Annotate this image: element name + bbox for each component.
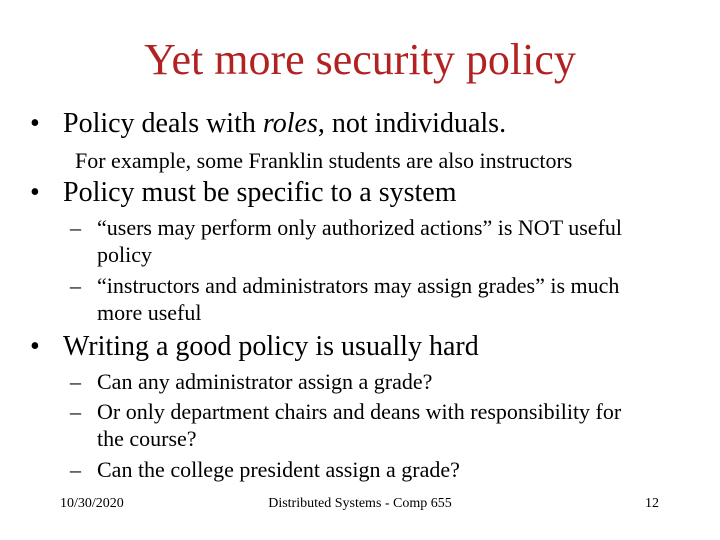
sub-bullet-2-1-line-2: policy xyxy=(97,242,152,267)
slide-title: Yet more security policy xyxy=(144,35,576,84)
sub-bullet-marker: – xyxy=(70,457,81,482)
bullet-marker-2: • xyxy=(30,177,40,208)
sub-bullet-marker: – xyxy=(70,399,81,424)
bullet-marker-3: • xyxy=(30,331,40,362)
sub-bullet-2-2-line-2: more useful xyxy=(97,300,202,325)
sub-bullet-3-2-line-2: the course? xyxy=(97,426,197,451)
sub-bullet-3-2-line-1: Or only department chairs and deans with responsibility for xyxy=(97,399,622,424)
sub-bullet-marker: – xyxy=(70,273,81,298)
bullet-marker-1: • xyxy=(30,108,40,139)
bullet-1-emphasis: roles xyxy=(262,108,318,139)
bullet-1-text-after: , not individuals. xyxy=(317,108,507,139)
sub-bullet-2-1-line-1: “users may perform only authorized actions” is NOT useful xyxy=(97,215,623,240)
bullet-1-text-before: Policy deals with xyxy=(63,108,263,139)
footer-date: 10/30/2020 xyxy=(60,496,124,511)
bullet-1-subtext: For example, some Franklin students are also instructors xyxy=(75,148,573,173)
sub-bullet-marker: – xyxy=(70,369,81,394)
footer-center: Distributed Systems - Comp 655 xyxy=(268,496,452,511)
sub-bullet-marker: – xyxy=(70,215,81,240)
sub-bullet-3-3-line-1: Can the college president assign a grade? xyxy=(97,457,460,482)
bullet-1-text xyxy=(63,108,506,140)
bullet-2-text: Policy must be specific to a system xyxy=(63,177,457,208)
footer-page-number: 12 xyxy=(645,496,659,511)
sub-bullet-2-2-line-1: “instructors and administrators may assign grades” is much xyxy=(97,273,620,298)
bullet-3-text: Writing a good policy is usually hard xyxy=(63,331,479,362)
sub-bullet-3-1-line-1: Can any administrator assign a grade? xyxy=(97,369,433,394)
